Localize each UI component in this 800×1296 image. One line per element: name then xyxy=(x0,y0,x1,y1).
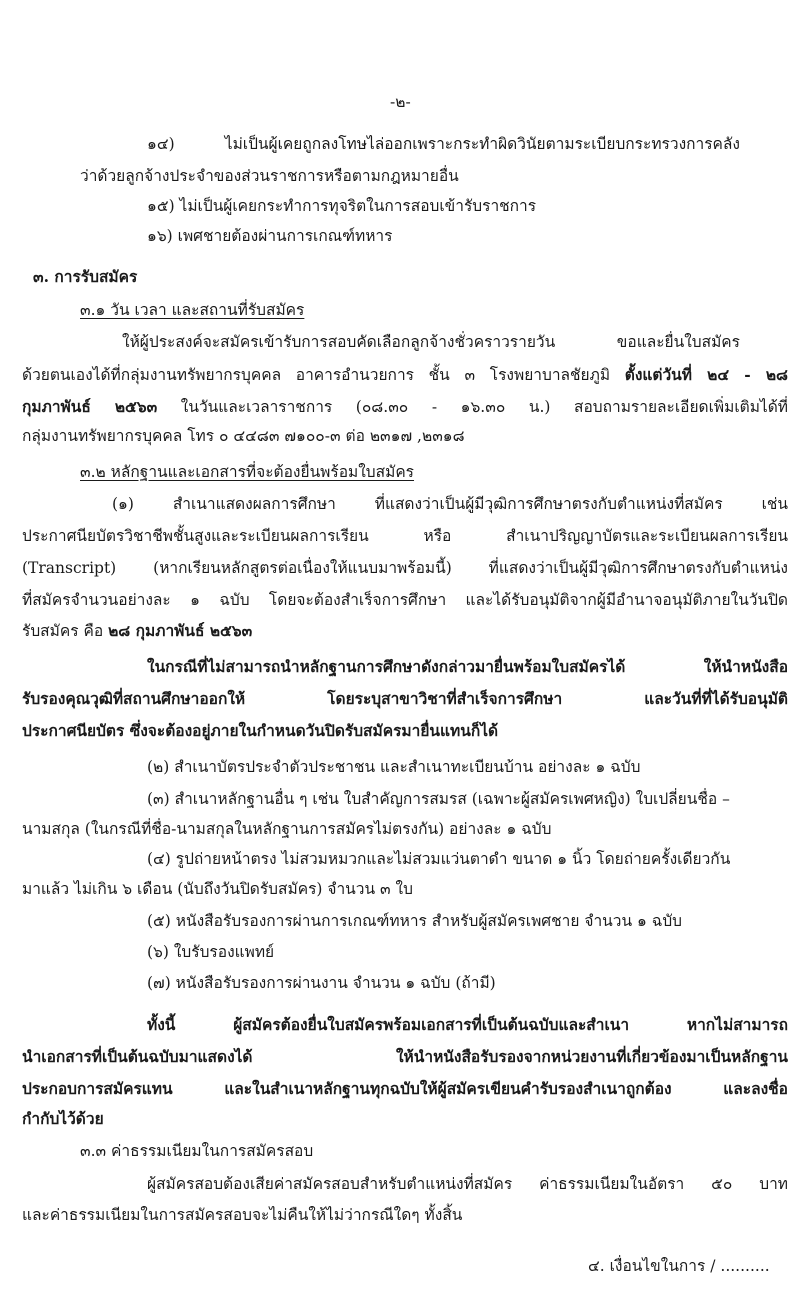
date-range-end: กุมภาพันธ์ ๒๕๖๓ xyxy=(22,397,158,416)
closing-date: ๒๘ กุมภาพันธ์ ๒๕๖๓ xyxy=(108,621,253,640)
section-3-3-heading: ๓.๓ ค่าธรรมเนียมในการสมัครสอบ xyxy=(80,1142,314,1160)
doc-6: (๖) ใบรับรองแพทย์ xyxy=(147,943,275,961)
doc-1-line-3: (Transcript) (หากเรียนหลักสูตรต่อเนื่องให้แนบมาพร้อมนี้) ที่แสดงว่าเป็นผู้มีวุฒิการศึกษาตรงกับตำแหน่ง xyxy=(22,559,788,577)
conclusion-line-4: กำกับไว้ด้วย xyxy=(22,1109,104,1128)
doc-1-line-2: ประกาศนียบัตรวิชาชีพชั้นสูงและระเบียนผลการเรียน หรือ สำเนาปริญญาบัตรและระเบียนผลการเรียน xyxy=(22,527,788,545)
doc-1-line-1: (๑) สำเนาแสดงผลการศึกษา ที่แสดงว่าเป็นผู้มีวุฒิการศึกษาตรงกับตำแหน่งที่สมัคร เช่น xyxy=(112,495,788,513)
section-3-2-heading: ๓.๒ หลักฐานและเอกสารที่จะต้องยื่นพร้อมใบสมัคร xyxy=(80,463,415,481)
doc-1-line-4: ที่สมัครจำนวนอย่างละ ๑ ฉบับ โดยจะต้องสำเร็จการศึกษา และได้รับอนุมัติจากผู้มีอำนาจอนุมัติภายในวันปิด xyxy=(22,591,788,609)
doc-2: (๒) สำเนาบัตรประจำตัวประชาชน และสำเนาทะเบียนบ้าน อย่างละ ๑ ฉบับ xyxy=(147,758,641,776)
conclusion-line-2: นำเอกสารที่เป็นต้นฉบับมาแสดงได้ ให้นำหนังสือรับรองจากหน่วยงานที่เกี่ยวข้องมาเป็นหลักฐาน xyxy=(22,1047,788,1066)
next-page-indicator: ๔. เงื่อนไขในการ / .......... xyxy=(588,1257,770,1275)
note-line-1: ในกรณีที่ไม่สามารถนำหลักฐานการศึกษาดังกล่าวมายื่นพร้อมใบสมัครได้ ให้นำหนังสือ xyxy=(147,657,788,676)
section-3-heading: ๓. การรับสมัคร xyxy=(33,267,138,286)
note-line-2: รับรองคุณวุฒิที่สถานศึกษาออกให้ โดยระบุสาขาวิชาที่สำเร็จการศึกษา และวันที่ที่ได้รับอนุมัติ xyxy=(22,689,788,708)
conclusion-line-3: ประกอบการสมัครแทน และในสำเนาหลักฐานทุกฉบับให้ผู้สมัครเขียนคำรับรองสำเนาถูกต้อง และลงชื่อ xyxy=(22,1079,788,1098)
section-3-1-line-4: กลุ่มงานทรัพยากรบุคคล โทร ๐ ๔๔๘๓ ๗๑๐๐-๓ ต่อ ๒๓๑๗ ,๒๓๑๘ xyxy=(22,427,465,445)
office-hours-text: ในวันและเวลาราชการ (๐๘.๓๐ - ๑๖.๓๐ น.) สอบถามรายละเอียดเพิ่มเติมได้ที่ xyxy=(157,398,788,416)
section-3-3-line-2: และค่าธรรมเนียมในการสมัครสอบจะไม่คืนให้ไม่ว่ากรณีใดๆ ทั้งสิ้น xyxy=(22,1206,463,1224)
doc-1-line-5 xyxy=(22,623,252,640)
date-range-start: ตั้งแต่วันที่ ๒๔ - ๒๘ xyxy=(624,365,788,384)
doc-7: (๗) หนังสือรับรองการผ่านงาน จำนวน ๑ ฉบับ (ถ้ามี) xyxy=(147,974,496,992)
section-3-1-line-3 xyxy=(22,399,788,416)
doc-5: (๕) หนังสือรับรองการผ่านการเกณฑ์ทหาร สำหรับผู้สมัครเพศชาย จำนวน ๑ ฉบับ xyxy=(147,912,682,930)
page-number: -๒- xyxy=(390,93,411,111)
section-3-3-line-1: ผู้สมัครสอบต้องเสียค่าสมัครสอบสำหรับตำแหน่งที่สมัคร ค่าธรรมเนียมในอัตรา ๕๐ บาท xyxy=(147,1175,788,1193)
section-3-1-line-1: ให้ผู้ประสงค์จะสมัครเข้ารับการสอบคัดเลือกลูกจ้างชั่วคราวรายวัน ขอและยื่นใบสมัคร xyxy=(122,333,740,351)
item-15: ๑๕) ไม่เป็นผู้เคยกระทำการทุจริตในการสอบเข้ารับราชการ xyxy=(147,197,537,215)
closing-date-label: รับสมัคร คือ xyxy=(22,622,109,640)
item-14-line-2: ว่าด้วยลูกจ้างประจำของส่วนราชการหรือตามกฎหมายอื่น xyxy=(80,167,459,185)
conclusion-line-1: ทั้งนี้ ผู้สมัครต้องยื่นใบสมัครพร้อมเอกสารที่เป็นต้นฉบับและสำเนา หากไม่สามารถ xyxy=(147,1015,788,1034)
item-14-line-1: ๑๔) ไม่เป็นผู้เคยถูกลงโทษไล่ออกเพราะกระทำผิดวินัยตามระเบียบกระทรวงการคลัง xyxy=(147,135,740,153)
item-16: ๑๖) เพศชายต้องผ่านการเกณฑ์ทหาร xyxy=(147,227,393,245)
doc-3-line-1: (๓) สำเนาหลักฐานอื่น ๆ เช่น ใบสำคัญการสมรส (เฉพาะผู้สมัครเพศหญิง) ใบเปลี่ยนชื่อ – xyxy=(147,790,730,808)
section-3-1-heading: ๓.๑ วัน เวลา และสถานที่รับสมัคร xyxy=(80,301,305,319)
doc-4-line-2: มาแล้ว ไม่เกิน ๖ เดือน (นับถึงวันปิดรับสมัคร) จำนวน ๓ ใบ xyxy=(22,880,413,898)
doc-3-line-2: นามสกุล (ในกรณีที่ชื่อ-นามสกุลในหลักฐานการสมัครไม่ตรงกัน) อย่างละ ๑ ฉบับ xyxy=(22,820,552,838)
section-3-1-line-2 xyxy=(22,367,788,384)
doc-4-line-1: (๔) รูปถ่ายหน้าตรง ไม่สวมหมวกและไม่สวมแว่นตาดำ ขนาด ๑ นิ้ว โดยถ่ายครั้งเดียวกัน xyxy=(147,850,731,868)
note-line-3: ประกาศนียบัตร ซึ่งจะต้องอยู่ภายในกำหนดวันปิดรับสมัครมายื่นแทนก็ได้ xyxy=(22,721,499,740)
location-text: ด้วยตนเองได้ที่กลุ่มงานทรัพยากรบุคคล อาคารอำนวยการ ชั้น ๓ โรงพยาบาลชัยภูมิ xyxy=(22,366,625,384)
